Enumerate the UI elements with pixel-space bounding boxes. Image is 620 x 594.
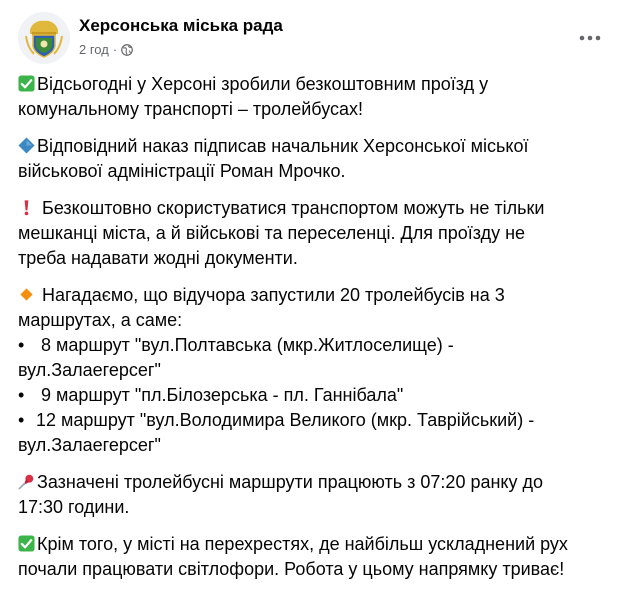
text-line: Крім того, у місті на перехрестях, де найбільш ускладнений рух <box>18 532 608 557</box>
route-item-continued: вул.Залаегерсег" <box>18 435 161 455</box>
text-line: треба надавати жодні документи. <box>18 248 298 268</box>
text-line: Нагадаємо, що відучора запустили 20 тролейбусів на 3 <box>18 283 608 308</box>
paragraph-5 <box>18 470 608 520</box>
author-name[interactable]: Херсонська міська рада <box>79 16 283 35</box>
globe-icon[interactable] <box>121 44 133 56</box>
coat-of-arms-icon <box>18 12 70 64</box>
bullet: • <box>18 410 25 430</box>
post-time[interactable]: 2 год <box>79 42 109 57</box>
text-line: комунальному транспорті – тролейбусах! <box>18 99 364 119</box>
text-line: мешканці міста, а й військові та переселенці. Для проїзду не <box>18 223 526 243</box>
bullet: • <box>18 335 25 355</box>
text-line: 17:30 години. <box>18 497 130 517</box>
route-item: • 9 маршрут "пл.Білозерська - пл. Ганнібала" <box>18 383 608 408</box>
text-line: військової адміністрації Роман Мрочко. <box>18 161 346 181</box>
paragraph-4 <box>18 283 608 458</box>
text-line: Зазначені тролейбусні маршрути працюють з 07:20 ранку до <box>18 470 608 495</box>
more-options-icon <box>579 35 601 41</box>
pushpin-icon <box>18 473 35 490</box>
blue-diamond-icon <box>18 137 35 154</box>
check-mark-button-icon <box>18 75 35 92</box>
meta-separator: · <box>112 42 118 57</box>
paragraph-3 <box>18 196 608 271</box>
post-meta <box>79 42 133 57</box>
text-line: Безкоштовно скористуватися транспортом можуть не тільки <box>18 196 608 221</box>
more-options-button[interactable] <box>572 20 608 56</box>
red-exclamation-icon <box>18 199 35 216</box>
route-item: • 12 маршрут "вул.Володимира Великого (мкр. Таврійський) - <box>18 408 608 433</box>
text-line: почали працювати світлофори. Робота у цьому напрямку триває! <box>18 559 565 579</box>
text-line: маршрутах, а саме: <box>18 310 183 330</box>
route-item: • 8 маршрут "вул.Полтавська (мкр.Житлоселище) - <box>18 333 608 358</box>
paragraph-1 <box>18 72 608 122</box>
paragraph-2 <box>18 134 608 184</box>
route-item-continued: вул.Залаегерсег" <box>18 360 161 380</box>
post-header <box>18 10 608 64</box>
check-mark-button-icon <box>18 535 35 552</box>
paragraph-6 <box>18 532 608 582</box>
text-line: Відсьогодні у Херсоні зробили безкоштовним проїзд у <box>18 72 608 97</box>
avatar[interactable] <box>18 12 70 64</box>
orange-diamond-icon <box>18 286 35 303</box>
bullet: • <box>18 385 25 405</box>
post-body <box>18 72 608 594</box>
text-line: Відповідний наказ підписав начальник Херсонської міської <box>18 134 608 159</box>
